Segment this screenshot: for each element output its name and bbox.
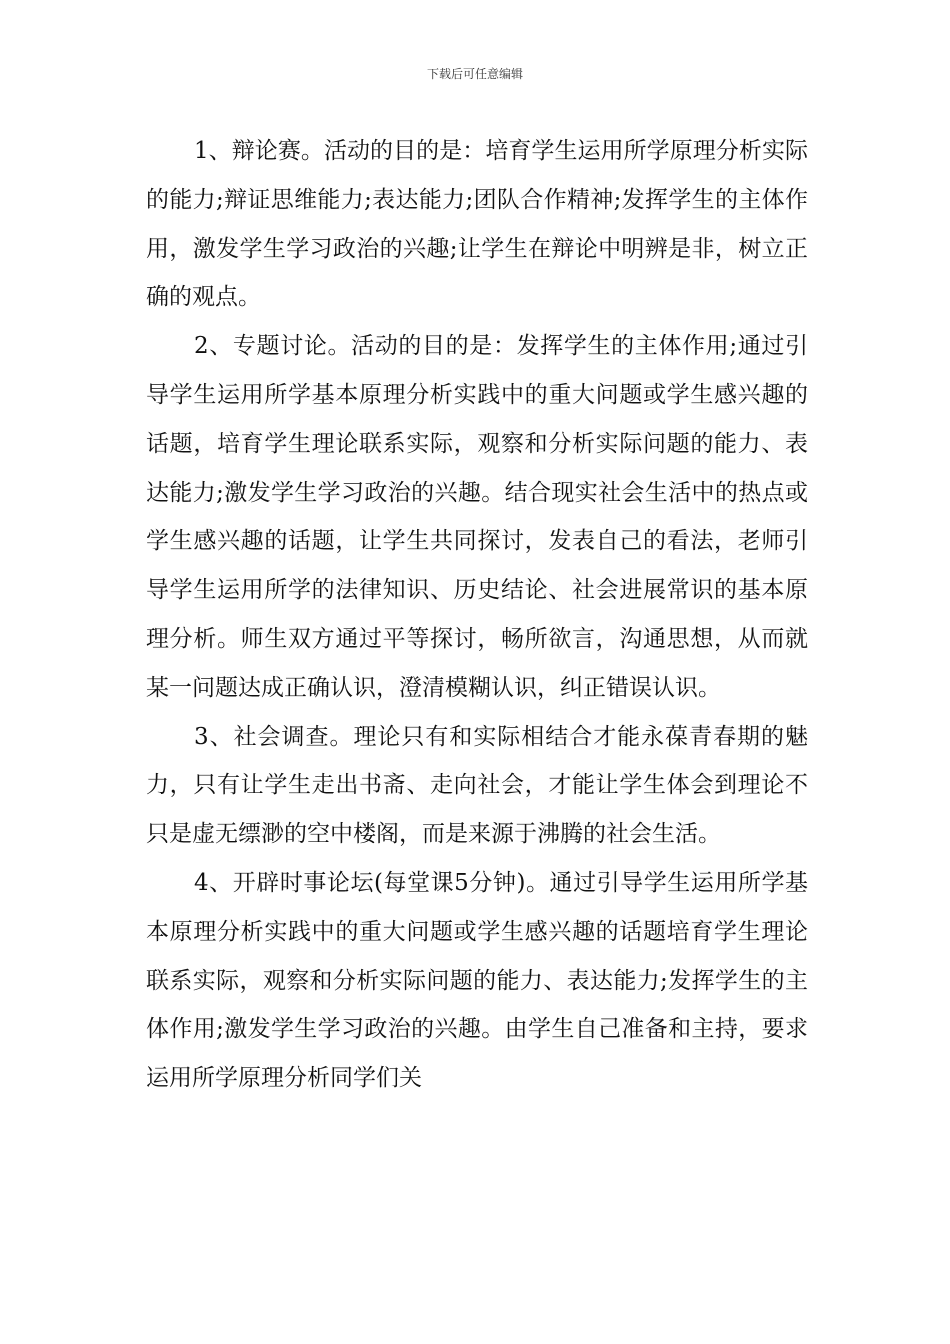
- paragraph-social-survey: 3、社会调查。理论只有和实际相结合才能永葆青春期的魅力，只有让学生走出书斋、走向社会，才能让学生体会到理论不只是虚无缥渺的空中楼阁，而是来源于沸腾的社会生活。: [146, 723, 808, 848]
- page-header-note: 下载后可任意编辑: [426, 67, 523, 81]
- paragraph-topic-discussion: 2、专题讨论。活动的目的是：发挥学生的主体作用;通过引导学生运用所学基本原理分析实践中的重大问题或学生感兴趣的话题，培育学生理论联系实际，观察和分析实际问题的能力、表达能力;激发学生学习政治的兴趣。结合现实社会生活中的热点或学生感兴趣的话题，让学生共同探讨，发表自己的看法，老师引导学生运用所学的法律知识、历史结论、社会进展常识的基本原理分析。师生双方通过平等探讨，畅所欲言，沟通思想，从而就某一问题达成正确认识，澄清模糊认识，纠正错误认识。: [146, 333, 808, 701]
- document-body: [146, 127, 808, 1103]
- paragraph-debate: 1、辩论赛。活动的目的是：培育学生运用所学原理分析实际的能力;辩证思维能力;表达能力;团队合作精神;发挥学生的主体作用，激发学生学习政治的兴趣;让学生在辩论中明辨是非，树立正确的观点。: [146, 138, 808, 311]
- paragraph-current-affairs-forum: 4、开辟时事论坛(每堂课5分钟)。通过引导学生运用所学基本原理分析实践中的重大问题或学生感兴趣的话题培育学生理论联系实际，观察和分析实际问题的能力、表达能力;发挥学生的主体作用;激发学生学习政治的兴趣。由学生自己准备和主持，要求运用所学原理分析同学们关: [146, 869, 808, 1092]
